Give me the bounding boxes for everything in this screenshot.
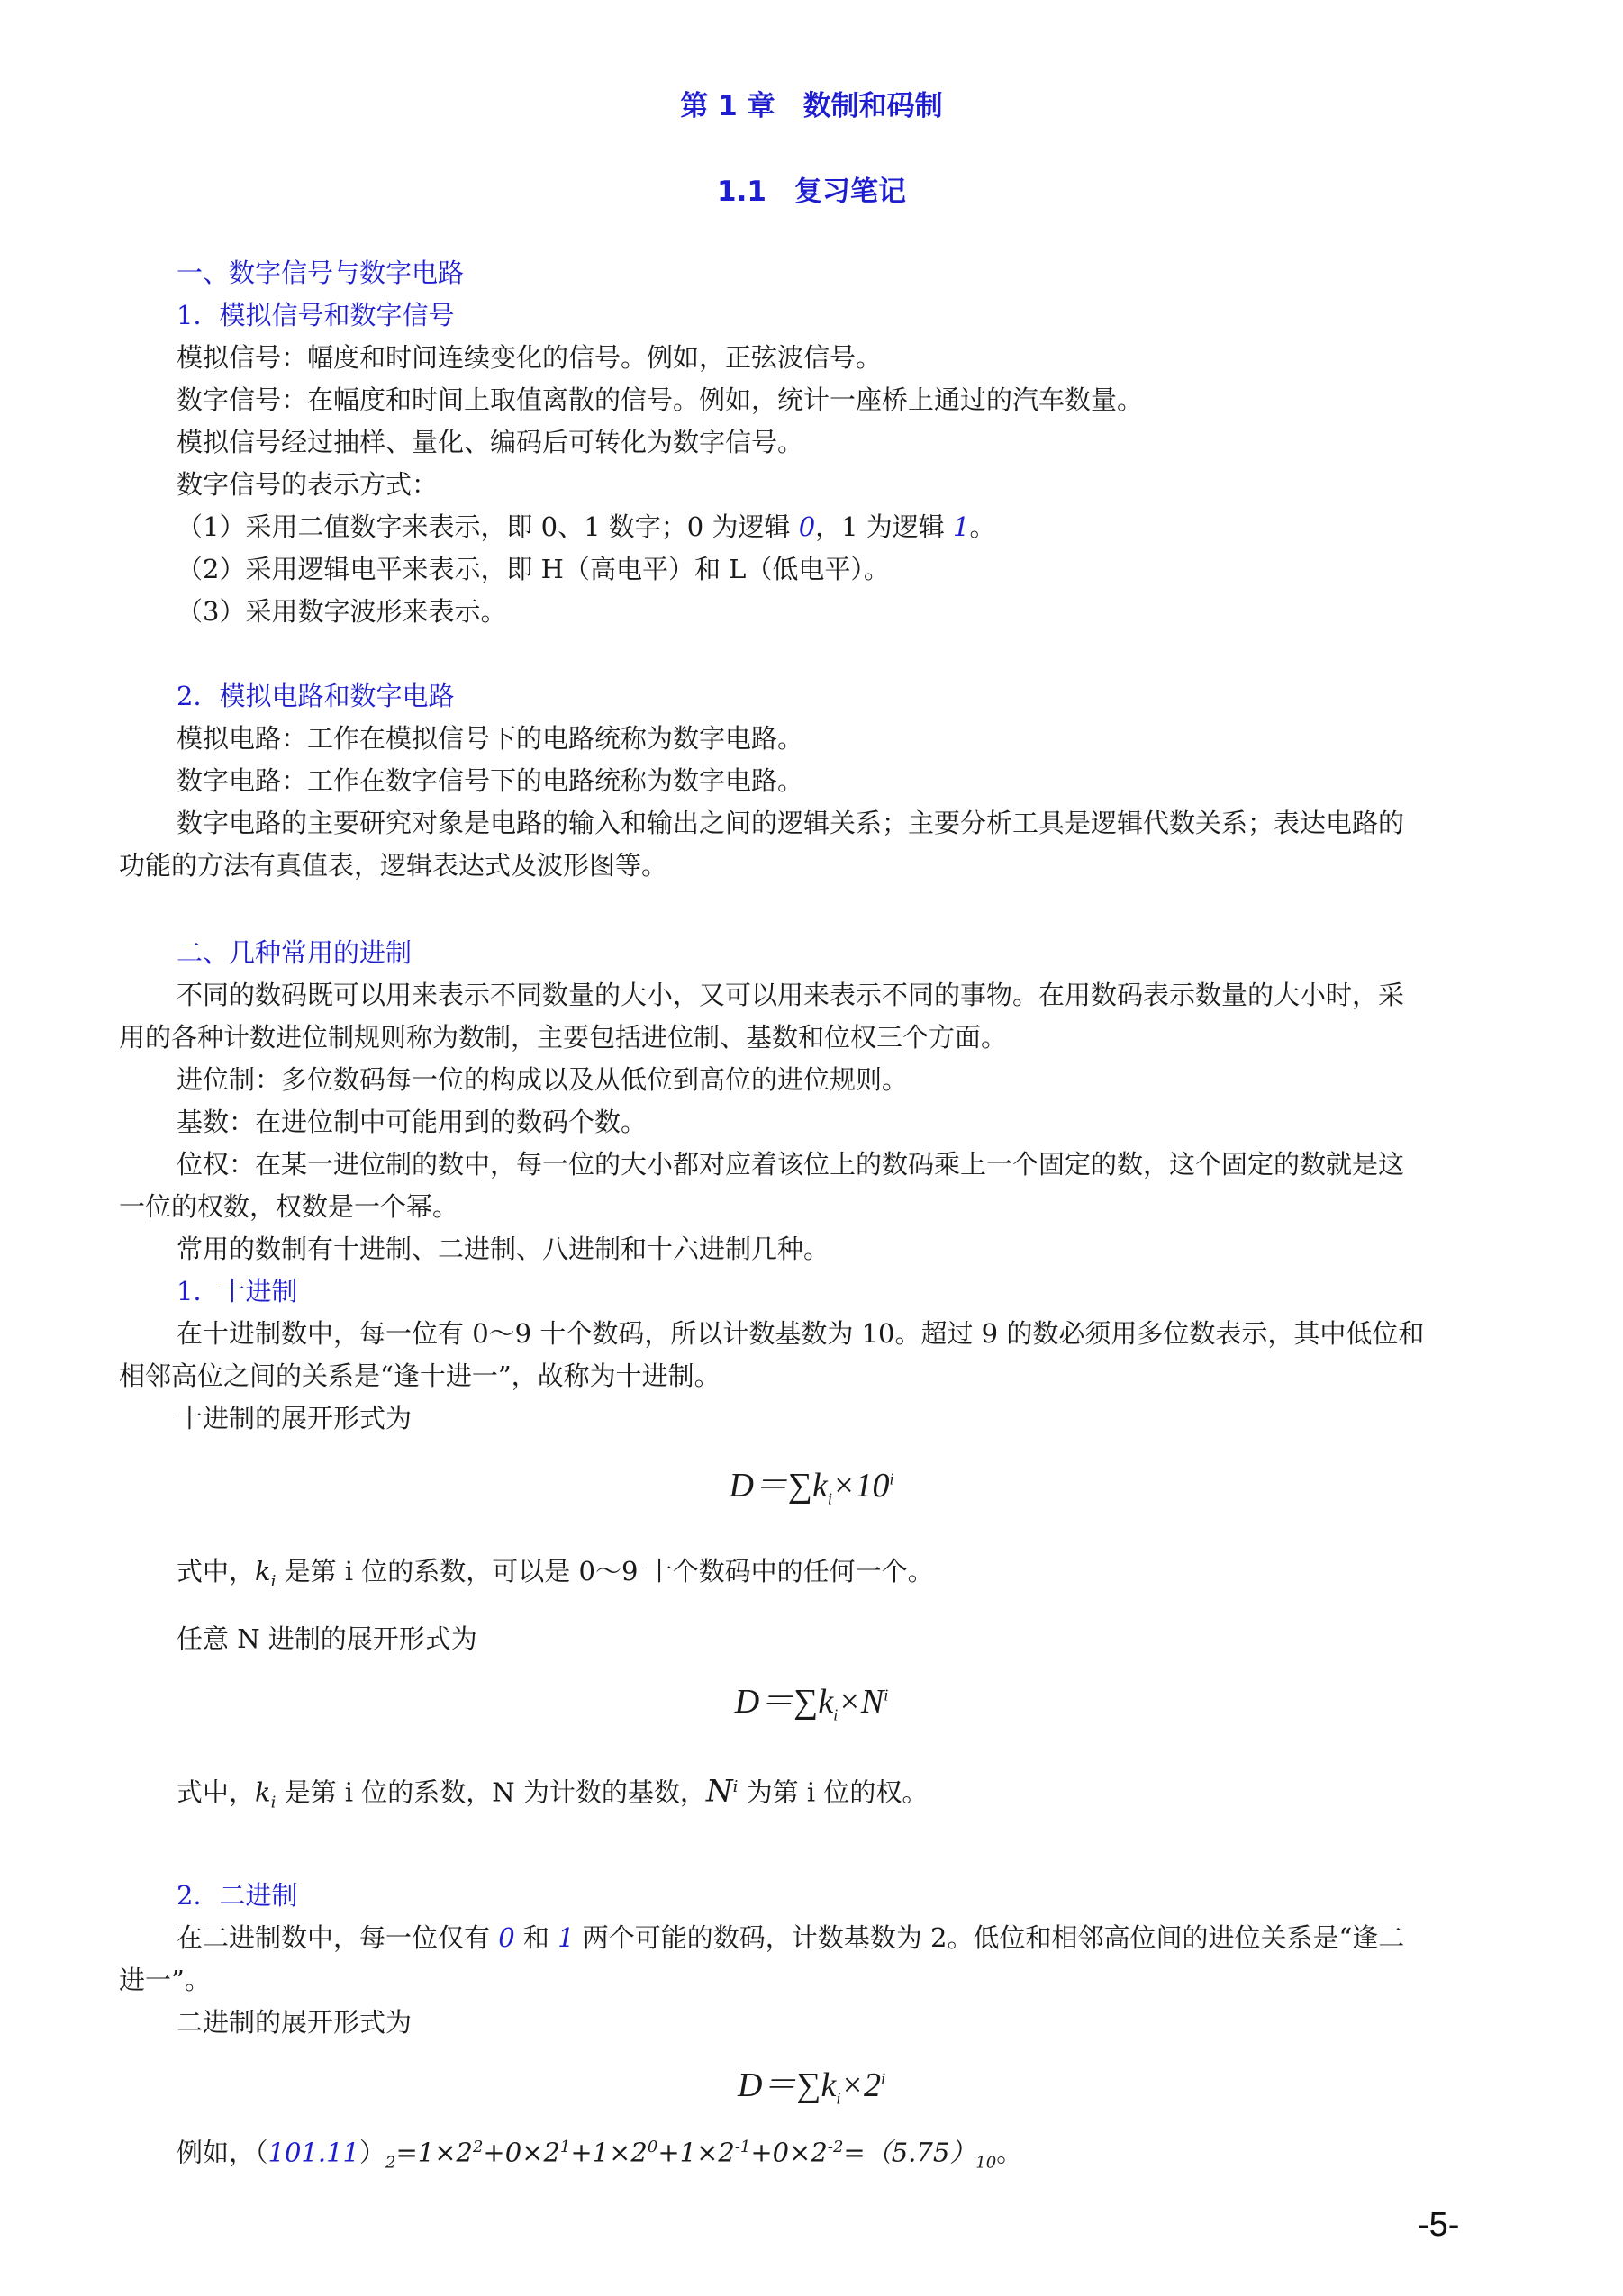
text: 式中， bbox=[177, 1556, 256, 1586]
list-item bbox=[177, 506, 1519, 547]
formula-text: ×N bbox=[838, 1683, 884, 1721]
paragraph: 数字电路的主要研究对象是电路的输入和输出之间的逻辑关系；主要分析工具是逻辑代数关系；表达电路的 bbox=[177, 808, 1405, 838]
paragraph: 一位的权数，权数是一个幂。 bbox=[119, 1191, 459, 1222]
paragraph: 进一”。 bbox=[119, 1965, 211, 1995]
section-title: 1.1 复习笔记 bbox=[717, 176, 906, 208]
paragraph: 模拟电路：工作在模拟信号下的电路统称为数字电路。 bbox=[177, 723, 804, 754]
formula-sub: i bbox=[836, 2089, 841, 2108]
formula-sup: i bbox=[884, 1686, 889, 1704]
text: i bbox=[270, 1793, 277, 1812]
chapter-title: 第 1 章 数制和码制 bbox=[680, 90, 943, 122]
formula-text: ×2 bbox=[840, 2066, 882, 2104]
paragraph: 数字信号：在幅度和时间上取值离散的信号。例如，统计一座桥上通过的汽车数量。 bbox=[177, 384, 1144, 415]
paragraph: 十进制的展开形式为 bbox=[177, 1403, 413, 1433]
text: 是第 i 位的系数，可以是 0～9 十个数码中的任何一个。 bbox=[276, 1556, 934, 1586]
text: 0 bbox=[647, 2138, 658, 2156]
text: 式中， bbox=[177, 1776, 256, 1808]
formula-binary-expansion bbox=[0, 2056, 1623, 2109]
text: 2 bbox=[472, 2138, 484, 2156]
text: 和 bbox=[514, 1922, 558, 1953]
binary-example bbox=[177, 2127, 1519, 2183]
text: k bbox=[255, 1776, 271, 1808]
paragraph: 位权：在某一进位制的数中，每一位的大小都对应着该位上的数码乘上一个固定的数，这个固定的数就是这 bbox=[177, 1149, 1405, 1180]
paragraph: 数字信号的表示方式： bbox=[177, 469, 439, 500]
formula-decimal-expansion bbox=[0, 1457, 1623, 1509]
paragraph: 模拟信号经过抽样、量化、编码后可转化为数字信号。 bbox=[177, 427, 804, 457]
formula-sub: i bbox=[827, 1489, 832, 1508]
formula-n-base-expansion bbox=[0, 1673, 1623, 1725]
heading-digital-signals: 一、数字信号与数字电路 bbox=[177, 258, 465, 288]
text: =（5.75） bbox=[843, 2137, 976, 2168]
text: （1）采用二值数字来表示，即 0、1 数字；0 为逻辑 bbox=[177, 511, 799, 542]
text: N bbox=[705, 1773, 733, 1810]
text: +0×2 bbox=[483, 2137, 560, 2168]
text: 2 bbox=[385, 2153, 396, 2173]
text: +1×2 bbox=[657, 2137, 735, 2168]
formula-text: D＝∑k bbox=[734, 1683, 834, 1721]
text: 1 bbox=[559, 2138, 571, 2156]
paragraph: 任意 N 进制的展开形式为 bbox=[177, 1623, 477, 1654]
formula-text: ×10 bbox=[831, 1467, 890, 1505]
paragraph: 用的各种计数进位制规则称为数制，主要包括进位制、基数和位权三个方面。 bbox=[119, 1022, 1008, 1053]
subheading-analog-digital-circuits: 2．模拟电路和数字电路 bbox=[177, 681, 455, 711]
paragraph bbox=[177, 1550, 1519, 1603]
paragraph: 功能的方法有真值表，逻辑表达式及波形图等。 bbox=[119, 850, 668, 881]
text: 是第 i 位的系数，N 为计数的基数， bbox=[276, 1776, 706, 1808]
formula-sup: i bbox=[881, 2069, 886, 2088]
text: 1 bbox=[558, 1922, 575, 1953]
text: i bbox=[732, 1777, 739, 1796]
text: 0 bbox=[498, 1922, 515, 1953]
paragraph: 常用的数制有十进制、二进制、八进制和十六进制几种。 bbox=[177, 1234, 830, 1264]
text: 两个可能的数码，计数基数为 2。低位和相邻高位间的进位关系是“逢二 bbox=[574, 1922, 1405, 1953]
heading-number-systems: 二、几种常用的进制 bbox=[177, 937, 413, 968]
text: -2 bbox=[827, 2138, 844, 2156]
formula-sup: i bbox=[889, 1469, 894, 1488]
text: 0 bbox=[798, 511, 816, 542]
text: -1 bbox=[734, 2138, 751, 2156]
paragraph: 数字电路：工作在数字信号下的电路统称为数字电路。 bbox=[177, 765, 804, 796]
text: +0×2 bbox=[750, 2137, 828, 2168]
paragraph bbox=[177, 1917, 1519, 1958]
text: 10 bbox=[975, 2153, 997, 2173]
text: 1 bbox=[953, 511, 970, 542]
text: k bbox=[255, 1556, 271, 1586]
paragraph: 基数：在进位制中可能用到的数码个数。 bbox=[177, 1107, 648, 1137]
text: 。 bbox=[969, 511, 996, 542]
page-number: -5- bbox=[1418, 2206, 1460, 2244]
text: ） bbox=[359, 2137, 386, 2168]
formula-sub: i bbox=[833, 1705, 839, 1724]
text: 101.11 bbox=[267, 2137, 359, 2168]
paragraph: 模拟信号：幅度和时间连续变化的信号。例如，正弦波信号。 bbox=[177, 342, 883, 373]
text: +1×2 bbox=[570, 2137, 648, 2168]
text: i bbox=[270, 1571, 277, 1591]
subheading-analog-digital-signals: 1．模拟信号和数字信号 bbox=[177, 300, 455, 330]
text: 在二进制数中，每一位仅有 bbox=[177, 1922, 499, 1953]
paragraph: 不同的数码既可以用来表示不同数量的大小，又可以用来表示不同的事物。在用数码表示数量的大小时，采 bbox=[177, 980, 1405, 1010]
text: 。 bbox=[996, 2137, 1023, 2168]
paragraph: 二进制的展开形式为 bbox=[177, 2007, 413, 2038]
formula-text: D＝∑k bbox=[737, 2066, 837, 2104]
list-item: （3）采用数字波形来表示。 bbox=[177, 596, 507, 627]
text: 例如，（ bbox=[177, 2137, 268, 2168]
text: 为第 i 位的权。 bbox=[738, 1776, 929, 1808]
subheading-decimal: 1．十进制 bbox=[177, 1276, 298, 1306]
text: =1×2 bbox=[395, 2137, 473, 2168]
subheading-binary: 2．二进制 bbox=[177, 1880, 298, 1911]
list-item: （2）采用逻辑电平来表示，即 H（高电平）和 L（低电平）。 bbox=[177, 554, 890, 584]
paragraph: 相邻高位之间的关系是“逢十进一”，故称为十进制。 bbox=[119, 1360, 721, 1391]
paragraph: 进位制：多位数码每一位的构成以及从低位到高位的进位规则。 bbox=[177, 1064, 909, 1095]
paragraph: 在十进制数中，每一位有 0～9 十个数码，所以计数基数为 10。超过 9 的数必须用多位数表示，其中低位和 bbox=[177, 1318, 1425, 1349]
formula-text: D＝∑k bbox=[729, 1467, 828, 1505]
text: ，1 为逻辑 bbox=[815, 511, 954, 542]
paragraph bbox=[177, 1767, 1519, 1823]
